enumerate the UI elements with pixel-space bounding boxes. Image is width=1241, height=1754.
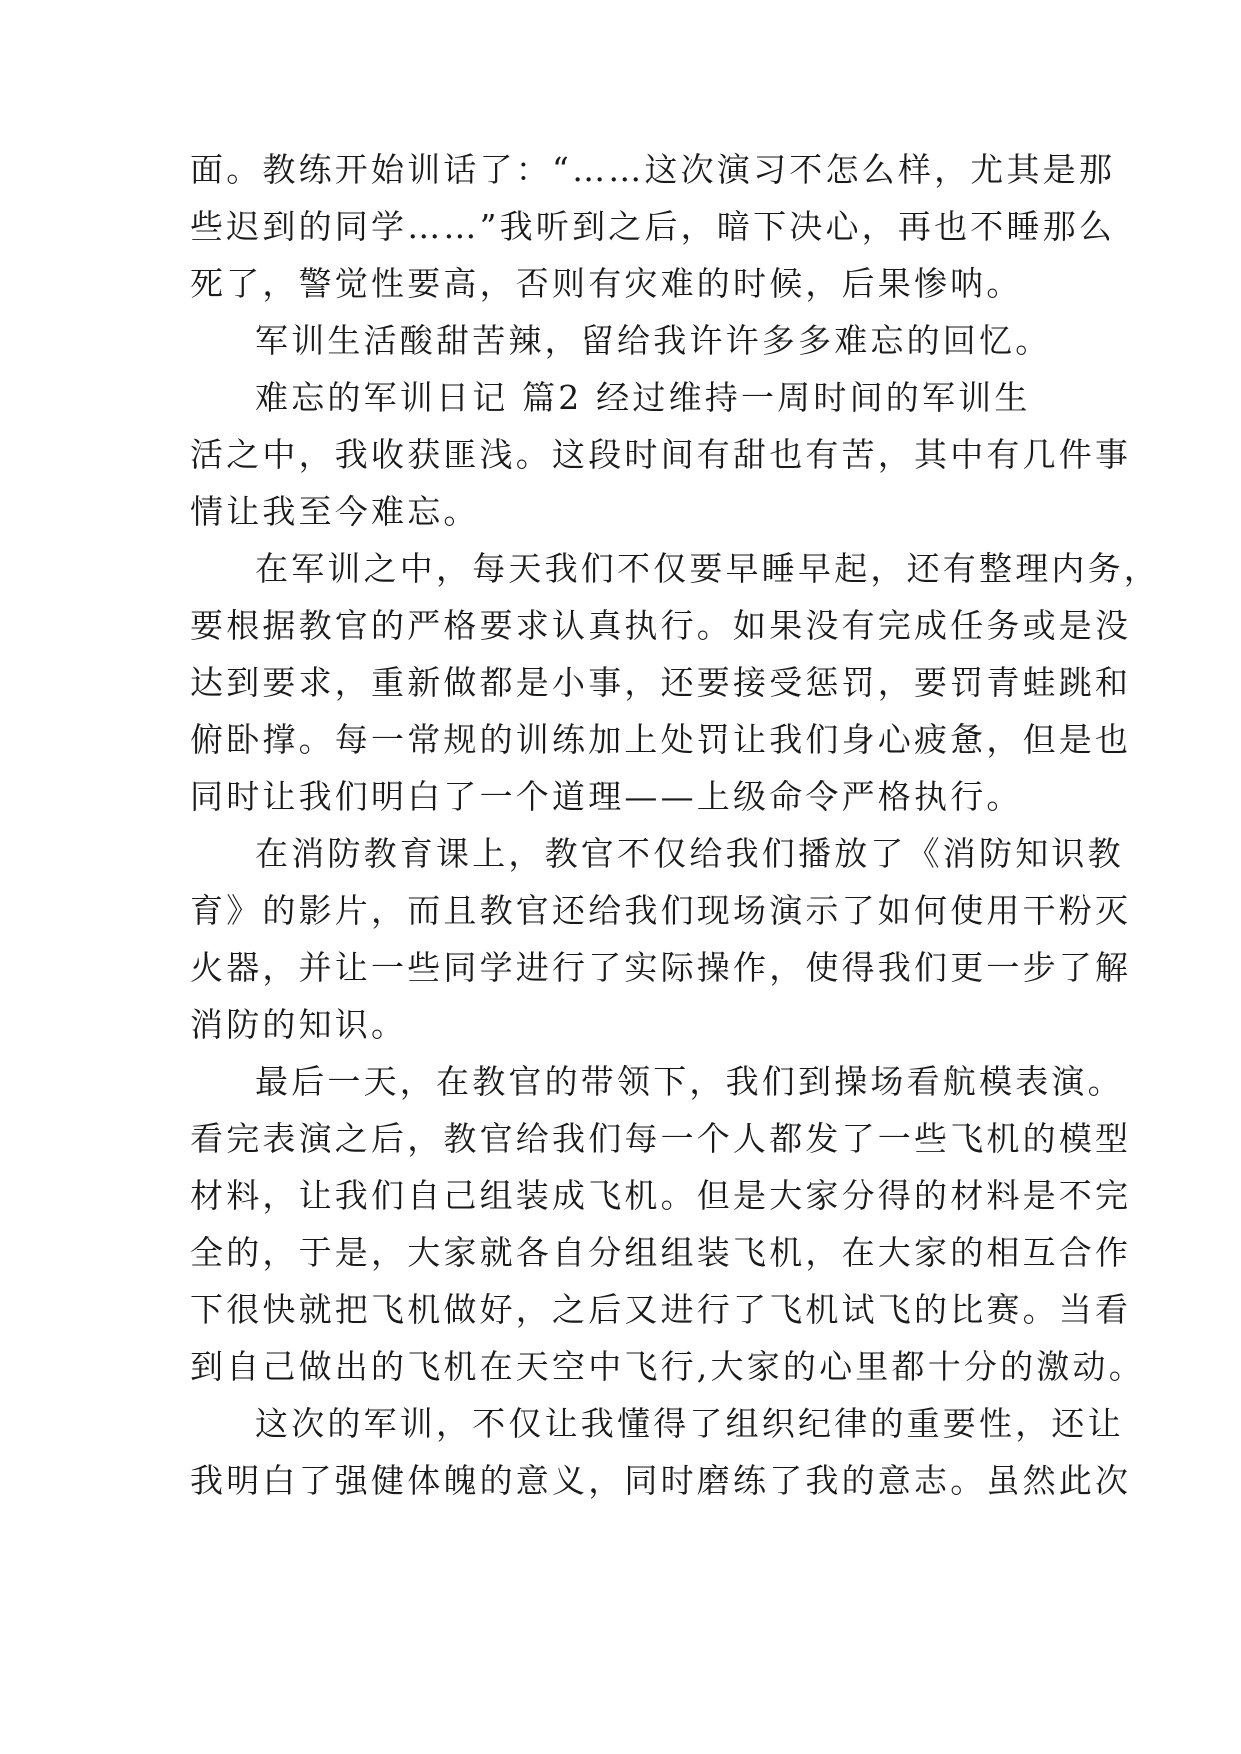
paragraph-start-line: 这次的军训，不仅让我懂得了组织纪律的重要性，还让 [255, 1404, 1124, 1443]
text-line-3: 死了，警觉性要高，否则有灾难的时候，后果惨呐。 [190, 264, 1023, 303]
text-line-10: 达到要求，重新做都是小事，还要接受惩罚，要罚青蛙跳和 [190, 663, 1132, 702]
text-line-7: 情让我至今难忘。 [190, 492, 480, 531]
paragraph-start-line: 最后一天，在教官的带领下，我们到操场看航模表演。 [255, 1062, 1124, 1101]
text-line-24: 我明白了强健体魄的意义，同时磨练了我的意志。虽然此次 [190, 1461, 1132, 1500]
section-heading-line: 难忘的军训日记 篇2 经过维持一周时间的军训生 [255, 378, 1031, 417]
paragraph-start-line: 军训生活酸甜苦辣，留给我许许多多难忘的回忆。 [255, 321, 1052, 360]
paragraph-start-line: 在军训之中，每天我们不仅要早睡早起，还有整理内务， [255, 549, 1160, 588]
text-line-11: 俯卧撑。每一常规的训练加上处罚让我们身心疲惫，但是也 [190, 720, 1132, 759]
text-line-16: 消防的知识。 [190, 1005, 408, 1044]
text-line-21: 下很快就把飞机做好，之后又进行了飞机试飞的比赛。当看 [190, 1290, 1132, 1329]
text-line-1: 面。教练开始训话了：“……这次演习不怎么样，尤其是那 [190, 150, 1116, 189]
text-line-9: 要根据教官的严格要求认真执行。如果没有完成任务或是没 [190, 606, 1132, 645]
text-line-12: 同时让我们明白了一个道理——上级命令严格执行。 [190, 777, 1023, 816]
text-line-20: 全的，于是，大家就各自分组组装飞机，在大家的相互合作 [190, 1233, 1132, 1272]
text-line-15: 火器，并让一些同学进行了实际操作，使得我们更一步了解 [190, 948, 1132, 987]
text-line-6: 活之中，我收获匪浅。这段时间有甜也有苦，其中有几件事 [190, 435, 1132, 474]
text-line-14: 育》的影片，而且教官还给我们现场演示了如何使用干粉灭 [190, 891, 1132, 930]
text-line-19: 材料，让我们自己组装成飞机。但是大家分得的材料是不完 [190, 1176, 1132, 1215]
text-line-2: 些迟到的同学……”我听到之后，暗下决心，再也不睡那么 [190, 207, 1116, 246]
paragraph-start-line: 在消防教育课上，教官不仅给我们播放了《消防知识教 [255, 834, 1124, 873]
text-line-22: 到自己做出的飞机在天空中飞行,大家的心里都十分的激动。 [190, 1347, 1145, 1386]
text-line-18: 看完表演之后，教官给我们每一个人都发了一些飞机的模型 [190, 1119, 1132, 1158]
